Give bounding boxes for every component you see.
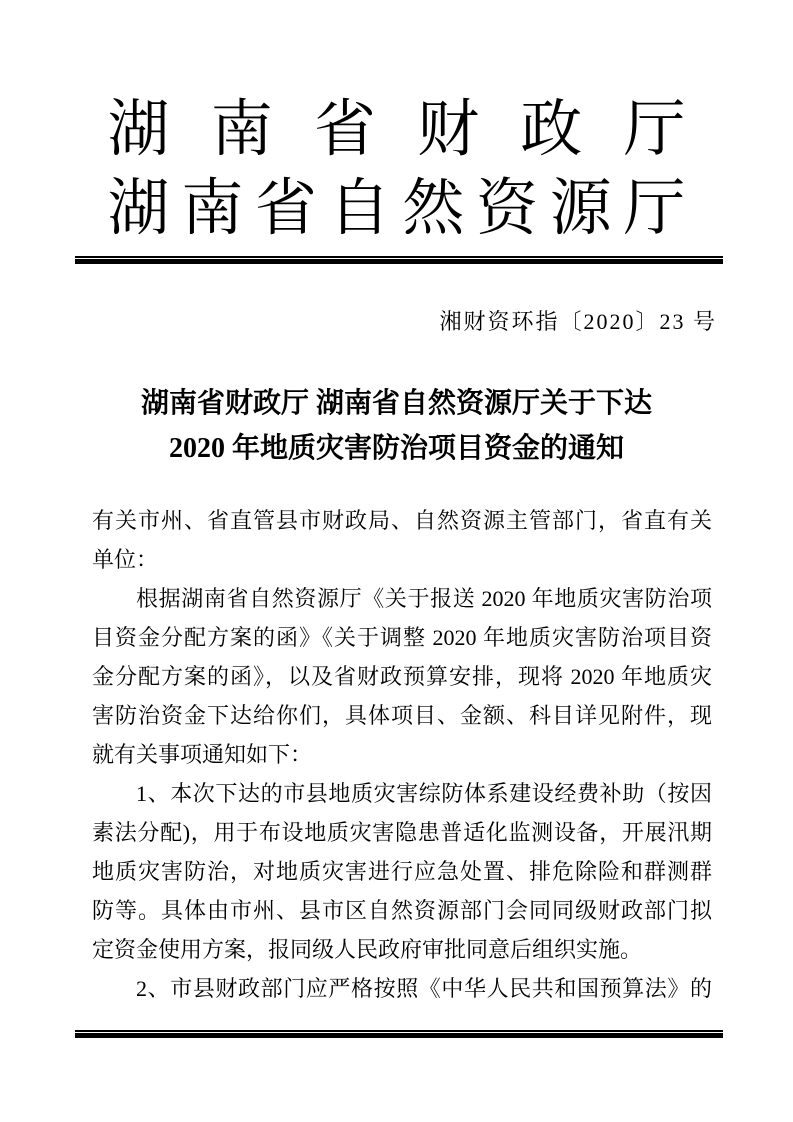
document-title-line-1: 湖南省财政厅 湖南省自然资源厅关于下达 [140,388,652,419]
paragraph [92,579,712,774]
body-line: 就有关事项通知如下： [92,742,313,767]
letterhead [108,90,686,248]
body-line: 地质灾害防治，对地质灾害进行应急处置、排危除险和群测群 [92,859,712,884]
body-line: 金分配方案的函》，以及省财政预算安排，现将 2020 年地质灾 [92,664,712,689]
body-line: 根据湖南省自然资源厅《关于报送 2020 年地质灾害防治项 [136,586,712,611]
paragraph [92,969,712,1008]
body-line: 目资金分配方案的函》《关于调整 2020 年地质灾害防治项目资 [92,625,712,650]
footer-divider [75,1030,723,1038]
body-line: 1、本次下达的市县地质灾害综防体系建设经费补助（按因 [136,781,712,806]
document-number: 湘财资环指〔2020〕23 号 [439,309,717,334]
body-line: 定资金使用方案，报同级人民政府审批同意后组织实施。 [92,937,643,962]
document-title [0,381,793,471]
paragraph [92,774,712,969]
body-line: 素法分配)，用于布设地质灾害隐患普适化监测设备，开展汛期 [92,820,712,845]
paragraph [92,501,712,579]
body-line: 害防治资金下达给你们，具体项目、金额、科目详见附件，现 [92,703,712,728]
body-line: 2、市县财政部门应严格按照《中华人民共和国预算法》的 [136,976,712,1001]
body-line: 单位： [92,547,159,572]
letterhead-line-2: 湖 南 省 自 然 资 源 厅 [107,174,686,243]
letterhead-line-1: 湖 南 省 财 政 厅 [107,95,686,164]
document-body [92,501,712,1008]
body-line: 防等。具体由市州、县市区自然资源部门会同同级财政部门拟 [92,898,712,923]
header-divider [75,256,723,264]
document-title-line-2: 2020 年地质灾害防治项目资金的通知 [168,433,624,464]
body-line: 有关市州、省直管县市财政局、自然资源主管部门，省直有关 [92,508,712,533]
